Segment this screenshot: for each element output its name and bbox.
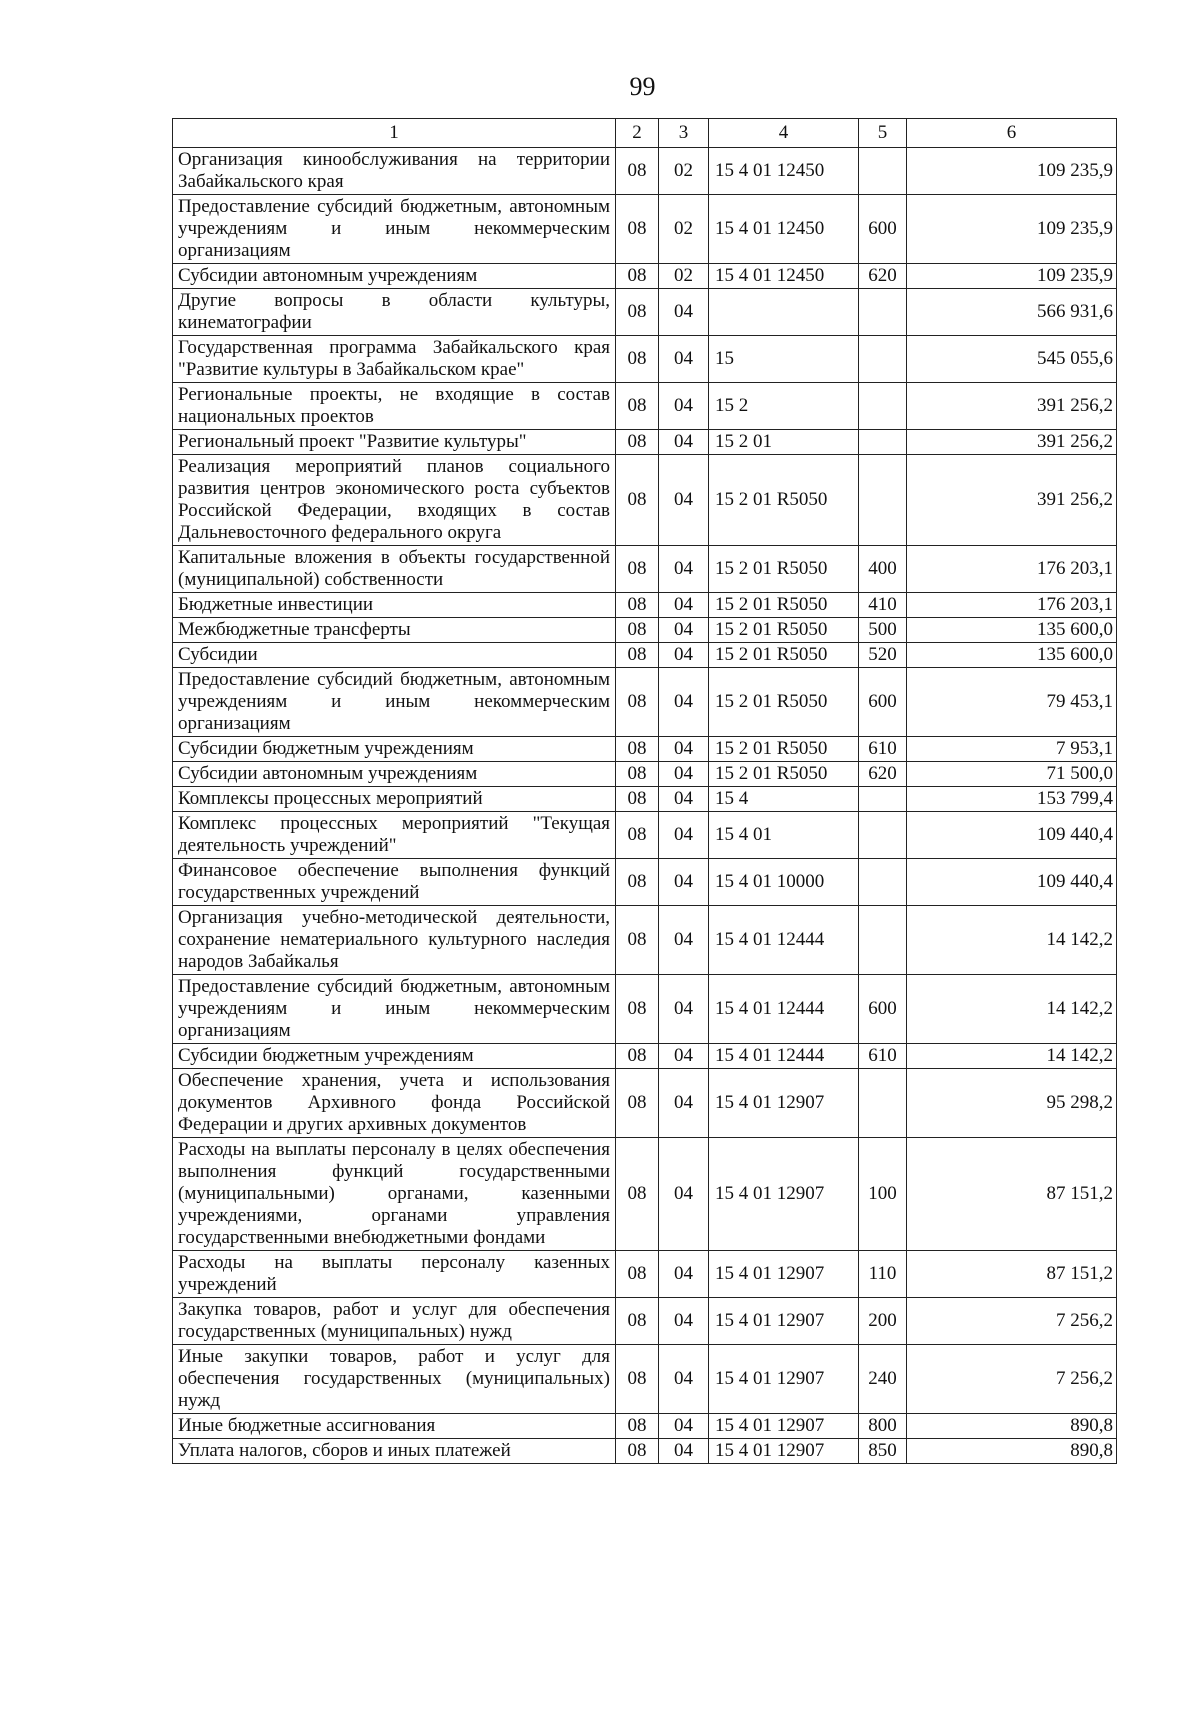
cell-target-article: 15 4 01 12907 xyxy=(709,1251,859,1298)
cell-target-article: 15 4 01 12907 xyxy=(709,1439,859,1464)
cell-expense-type: 600 xyxy=(859,195,907,264)
cell-subsection: 02 xyxy=(659,264,709,289)
cell-section: 08 xyxy=(616,1069,659,1138)
cell-subsection: 04 xyxy=(659,1138,709,1251)
table-row xyxy=(173,148,1117,195)
cell-subsection: 04 xyxy=(659,1069,709,1138)
cell-section: 08 xyxy=(616,593,659,618)
cell-section: 08 xyxy=(616,264,659,289)
cell-subsection: 04 xyxy=(659,643,709,668)
cell-amount: 7 953,1 xyxy=(907,737,1117,762)
table-row xyxy=(173,546,1117,593)
header-col-2: 2 xyxy=(616,119,659,148)
cell-section: 08 xyxy=(616,336,659,383)
cell-expense-type: 240 xyxy=(859,1345,907,1414)
cell-amount: 391 256,2 xyxy=(907,383,1117,430)
cell-expense-type xyxy=(859,289,907,336)
cell-target-article: 15 4 01 12444 xyxy=(709,906,859,975)
cell-name: Предоставление субсидий бюджетным, автономным учреждениям и иным некоммерческим организациям xyxy=(173,195,616,264)
table-row xyxy=(173,668,1117,737)
header-col-6: 6 xyxy=(907,119,1117,148)
table-row xyxy=(173,1414,1117,1439)
cell-amount: 87 151,2 xyxy=(907,1251,1117,1298)
cell-section: 08 xyxy=(616,1138,659,1251)
cell-amount: 176 203,1 xyxy=(907,546,1117,593)
cell-subsection: 04 xyxy=(659,593,709,618)
cell-section: 08 xyxy=(616,812,659,859)
cell-target-article xyxy=(709,289,859,336)
cell-target-article: 15 2 xyxy=(709,383,859,430)
cell-subsection: 04 xyxy=(659,1414,709,1439)
cell-name: Финансовое обеспечение выполнения функций государственных учреждений xyxy=(173,859,616,906)
cell-amount: 14 142,2 xyxy=(907,906,1117,975)
cell-subsection: 04 xyxy=(659,737,709,762)
cell-expense-type: 620 xyxy=(859,264,907,289)
cell-target-article: 15 2 01 xyxy=(709,430,859,455)
cell-section: 08 xyxy=(616,383,659,430)
cell-expense-type xyxy=(859,812,907,859)
table-row xyxy=(173,336,1117,383)
cell-name: Предоставление субсидий бюджетным, автономным учреждениям и иным некоммерческим организациям xyxy=(173,668,616,737)
cell-section: 08 xyxy=(616,1298,659,1345)
cell-subsection: 04 xyxy=(659,1298,709,1345)
cell-name: Региональный проект "Развитие культуры" xyxy=(173,430,616,455)
cell-subsection: 04 xyxy=(659,546,709,593)
cell-target-article: 15 2 01 R5050 xyxy=(709,668,859,737)
cell-target-article: 15 2 01 R5050 xyxy=(709,618,859,643)
cell-amount: 391 256,2 xyxy=(907,430,1117,455)
cell-name: Другие вопросы в области культуры, кинематографии xyxy=(173,289,616,336)
header-col-4: 4 xyxy=(709,119,859,148)
cell-subsection: 04 xyxy=(659,906,709,975)
cell-name: Региональные проекты, не входящие в состав национальных проектов xyxy=(173,383,616,430)
cell-name: Субсидии бюджетным учреждениям xyxy=(173,1044,616,1069)
cell-expense-type: 850 xyxy=(859,1439,907,1464)
table-row xyxy=(173,593,1117,618)
table-row xyxy=(173,643,1117,668)
cell-target-article: 15 2 01 R5050 xyxy=(709,593,859,618)
cell-target-article: 15 4 01 12907 xyxy=(709,1345,859,1414)
cell-section: 08 xyxy=(616,148,659,195)
cell-subsection: 02 xyxy=(659,148,709,195)
cell-expense-type xyxy=(859,787,907,812)
table-header xyxy=(173,119,1117,148)
cell-target-article: 15 2 01 R5050 xyxy=(709,737,859,762)
cell-amount: 890,8 xyxy=(907,1414,1117,1439)
cell-amount: 109 440,4 xyxy=(907,812,1117,859)
cell-name: Иные бюджетные ассигнования xyxy=(173,1414,616,1439)
cell-target-article: 15 4 01 10000 xyxy=(709,859,859,906)
table-row xyxy=(173,812,1117,859)
cell-expense-type: 410 xyxy=(859,593,907,618)
cell-target-article: 15 4 01 12450 xyxy=(709,148,859,195)
table-row xyxy=(173,1439,1117,1464)
cell-name: Субсидии бюджетным учреждениям xyxy=(173,737,616,762)
cell-expense-type: 620 xyxy=(859,762,907,787)
page-number: 99 xyxy=(629,72,656,101)
cell-amount: 545 055,6 xyxy=(907,336,1117,383)
cell-subsection: 04 xyxy=(659,383,709,430)
cell-target-article: 15 4 01 12907 xyxy=(709,1069,859,1138)
cell-amount: 14 142,2 xyxy=(907,1044,1117,1069)
cell-amount: 7 256,2 xyxy=(907,1298,1117,1345)
table-row xyxy=(173,1069,1117,1138)
cell-subsection: 04 xyxy=(659,787,709,812)
cell-name: Организация кинообслуживания на территории Забайкальского края xyxy=(173,148,616,195)
cell-expense-type: 610 xyxy=(859,737,907,762)
cell-expense-type xyxy=(859,906,907,975)
cell-subsection: 04 xyxy=(659,455,709,546)
table-row xyxy=(173,1345,1117,1414)
cell-amount: 566 931,6 xyxy=(907,289,1117,336)
cell-expense-type: 600 xyxy=(859,668,907,737)
cell-name: Комплексы процессных мероприятий xyxy=(173,787,616,812)
cell-name: Расходы на выплаты персоналу казенных учреждений xyxy=(173,1251,616,1298)
cell-amount: 95 298,2 xyxy=(907,1069,1117,1138)
cell-name: Субсидии xyxy=(173,643,616,668)
cell-name: Иные закупки товаров, работ и услуг для обеспечения государственных (муниципальных) нужд xyxy=(173,1345,616,1414)
cell-expense-type xyxy=(859,383,907,430)
cell-section: 08 xyxy=(616,1044,659,1069)
cell-section: 08 xyxy=(616,1251,659,1298)
cell-amount: 87 151,2 xyxy=(907,1138,1117,1251)
cell-name: Бюджетные инвестиции xyxy=(173,593,616,618)
cell-name: Уплата налогов, сборов и иных платежей xyxy=(173,1439,616,1464)
cell-amount: 14 142,2 xyxy=(907,975,1117,1044)
cell-target-article: 15 4 01 12444 xyxy=(709,975,859,1044)
cell-expense-type: 610 xyxy=(859,1044,907,1069)
cell-name: Субсидии автономным учреждениям xyxy=(173,762,616,787)
cell-expense-type xyxy=(859,455,907,546)
cell-name: Предоставление субсидий бюджетным, автономным учреждениям и иным некоммерческим организациям xyxy=(173,975,616,1044)
cell-amount: 109 235,9 xyxy=(907,264,1117,289)
cell-amount: 79 453,1 xyxy=(907,668,1117,737)
cell-section: 08 xyxy=(616,1414,659,1439)
cell-expense-type: 800 xyxy=(859,1414,907,1439)
cell-subsection: 04 xyxy=(659,812,709,859)
cell-amount: 391 256,2 xyxy=(907,455,1117,546)
cell-subsection: 04 xyxy=(659,1345,709,1414)
cell-section: 08 xyxy=(616,195,659,264)
table-row xyxy=(173,975,1117,1044)
cell-section: 08 xyxy=(616,1439,659,1464)
cell-expense-type: 500 xyxy=(859,618,907,643)
cell-amount: 71 500,0 xyxy=(907,762,1117,787)
cell-name: Комплекс процессных мероприятий "Текущая деятельность учреждений" xyxy=(173,812,616,859)
cell-expense-type: 600 xyxy=(859,975,907,1044)
header-col-5: 5 xyxy=(859,119,907,148)
cell-section: 08 xyxy=(616,643,659,668)
cell-target-article: 15 4 01 xyxy=(709,812,859,859)
cell-section: 08 xyxy=(616,762,659,787)
cell-target-article: 15 2 01 R5050 xyxy=(709,762,859,787)
table-row xyxy=(173,787,1117,812)
cell-section: 08 xyxy=(616,859,659,906)
cell-name: Обеспечение хранения, учета и использования документов Архивного фонда Российской Федерации и других архивных документов xyxy=(173,1069,616,1138)
cell-section: 08 xyxy=(616,787,659,812)
cell-subsection: 02 xyxy=(659,195,709,264)
table-row xyxy=(173,762,1117,787)
cell-target-article: 15 2 01 R5050 xyxy=(709,455,859,546)
cell-name: Организация учебно-методической деятельности, сохранение нематериального культурного наследия народов Забайкалья xyxy=(173,906,616,975)
cell-expense-type xyxy=(859,430,907,455)
cell-section: 08 xyxy=(616,737,659,762)
budget-table-container xyxy=(172,118,1116,1464)
table-row xyxy=(173,906,1117,975)
cell-expense-type: 200 xyxy=(859,1298,907,1345)
cell-target-article: 15 2 01 R5050 xyxy=(709,546,859,593)
header-col-1: 1 xyxy=(173,119,616,148)
cell-expense-type xyxy=(859,859,907,906)
table-row xyxy=(173,859,1117,906)
cell-section: 08 xyxy=(616,1345,659,1414)
cell-section: 08 xyxy=(616,975,659,1044)
cell-name: Закупка товаров, работ и услуг для обеспечения государственных (муниципальных) нужд xyxy=(173,1298,616,1345)
cell-section: 08 xyxy=(616,906,659,975)
cell-target-article: 15 xyxy=(709,336,859,383)
cell-target-article: 15 4 01 12444 xyxy=(709,1044,859,1069)
cell-target-article: 15 4 01 12450 xyxy=(709,264,859,289)
table-row xyxy=(173,1251,1117,1298)
cell-amount: 153 799,4 xyxy=(907,787,1117,812)
cell-subsection: 04 xyxy=(659,1044,709,1069)
cell-subsection: 04 xyxy=(659,1439,709,1464)
cell-name: Межбюджетные трансферты xyxy=(173,618,616,643)
cell-amount: 109 235,9 xyxy=(907,148,1117,195)
cell-section: 08 xyxy=(616,546,659,593)
table-row xyxy=(173,618,1117,643)
header-row xyxy=(173,119,1117,148)
cell-target-article: 15 4 01 12907 xyxy=(709,1298,859,1345)
table-row xyxy=(173,1138,1117,1251)
budget-table xyxy=(172,118,1117,1464)
cell-target-article: 15 4 01 12450 xyxy=(709,195,859,264)
table-row xyxy=(173,195,1117,264)
cell-section: 08 xyxy=(616,455,659,546)
cell-name: Капитальные вложения в объекты государственной (муниципальной) собственности xyxy=(173,546,616,593)
table-body xyxy=(173,148,1117,1464)
table-row xyxy=(173,1298,1117,1345)
cell-name: Реализация мероприятий планов социального развития центров экономического роста субъектов Российской Федерации, входящих в состав Дальневосточного федерального округа xyxy=(173,455,616,546)
cell-subsection: 04 xyxy=(659,1251,709,1298)
cell-target-article: 15 4 xyxy=(709,787,859,812)
cell-section: 08 xyxy=(616,668,659,737)
cell-amount: 890,8 xyxy=(907,1439,1117,1464)
cell-subsection: 04 xyxy=(659,668,709,737)
cell-expense-type xyxy=(859,336,907,383)
cell-section: 08 xyxy=(616,430,659,455)
table-row xyxy=(173,383,1117,430)
cell-amount: 135 600,0 xyxy=(907,618,1117,643)
cell-amount: 135 600,0 xyxy=(907,643,1117,668)
cell-name: Государственная программа Забайкальского края "Развитие культуры в Забайкальском крае" xyxy=(173,336,616,383)
cell-amount: 176 203,1 xyxy=(907,593,1117,618)
cell-amount: 109 235,9 xyxy=(907,195,1117,264)
cell-target-article: 15 4 01 12907 xyxy=(709,1414,859,1439)
cell-subsection: 04 xyxy=(659,975,709,1044)
cell-target-article: 15 4 01 12907 xyxy=(709,1138,859,1251)
cell-subsection: 04 xyxy=(659,618,709,643)
table-row xyxy=(173,289,1117,336)
header-col-3: 3 xyxy=(659,119,709,148)
cell-expense-type: 520 xyxy=(859,643,907,668)
cell-expense-type xyxy=(859,148,907,195)
cell-section: 08 xyxy=(616,618,659,643)
cell-subsection: 04 xyxy=(659,336,709,383)
cell-expense-type: 100 xyxy=(859,1138,907,1251)
table-row xyxy=(173,455,1117,546)
cell-subsection: 04 xyxy=(659,762,709,787)
cell-subsection: 04 xyxy=(659,859,709,906)
cell-expense-type: 110 xyxy=(859,1251,907,1298)
cell-section: 08 xyxy=(616,289,659,336)
cell-target-article: 15 2 01 R5050 xyxy=(709,643,859,668)
cell-subsection: 04 xyxy=(659,430,709,455)
cell-name: Субсидии автономным учреждениям xyxy=(173,264,616,289)
cell-amount: 109 440,4 xyxy=(907,859,1117,906)
table-row xyxy=(173,430,1117,455)
cell-amount: 7 256,2 xyxy=(907,1345,1117,1414)
table-row xyxy=(173,737,1117,762)
cell-name: Расходы на выплаты персоналу в целях обеспечения выполнения функций государственными (муниципальными) органами, казенными учреждениями, органами управления государственными внебюджетными фондами xyxy=(173,1138,616,1251)
table-row xyxy=(173,264,1117,289)
cell-expense-type: 400 xyxy=(859,546,907,593)
cell-expense-type xyxy=(859,1069,907,1138)
table-row xyxy=(173,1044,1117,1069)
cell-subsection: 04 xyxy=(659,289,709,336)
